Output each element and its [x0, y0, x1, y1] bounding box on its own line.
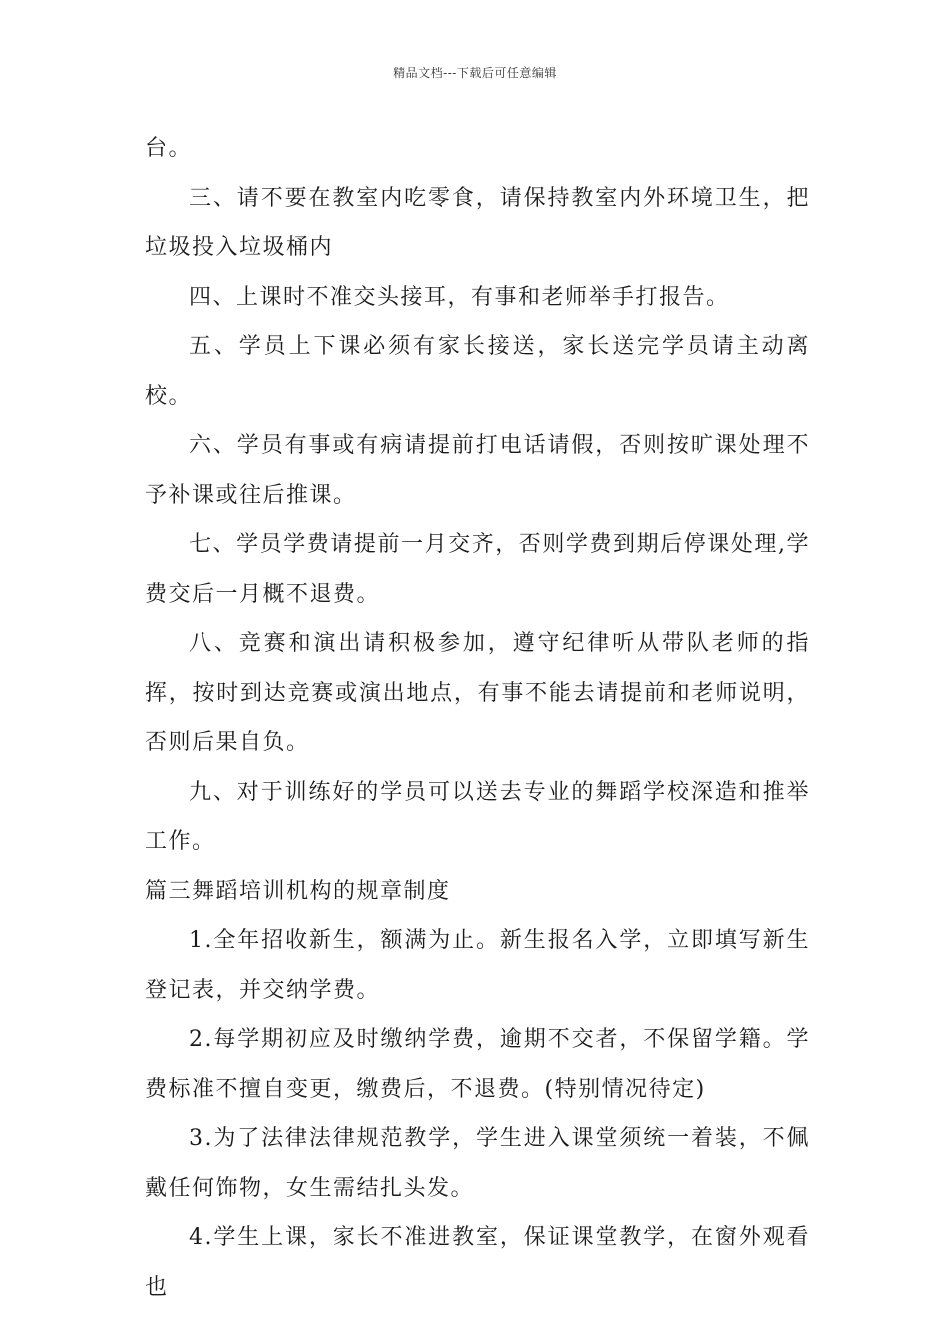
- paragraph-item-2: 2.每学期初应及时缴纳学费，逾期不交者，不保留学籍。学费标准不擅自变更，缴费后，不退费。(特别情况待定): [145, 1027, 810, 1102]
- section-heading: 篇三舞蹈培训机构的规章制度: [145, 878, 451, 904]
- paragraph-rule-8: 八、竞赛和演出请积极参加，遵守纪律听从带队老师的指挥，按时到达竞赛或演出地点，有事不能去请提前和老师说明，否则后果自负。: [145, 631, 810, 755]
- paragraph-rule-3: 三、请不要在教室内吃零食，请保持教室内外环境卫生，把垃圾投入垃圾桶内: [145, 185, 810, 260]
- paragraph-rule-6: 六、学员有事或有病请提前打电话请假，否则按旷课处理不予补课或往后推课。: [145, 433, 810, 508]
- paragraph-rule-5: 五、学员上下课必须有家长接送，家长送完学员请主动离校。: [145, 334, 810, 409]
- paragraph-rule-9: 九、对于训练好的学员可以送去专业的舞蹈学校深造和推举工作。: [145, 779, 810, 854]
- paragraph-rule-4: 四、上课时不准交头接耳，有事和老师举手打报告。: [189, 284, 730, 310]
- paragraph-item-4: 4.学生上课，家长不准进教室，保证课堂教学，在窗外观看也: [145, 1225, 810, 1300]
- paragraph-item-1: 1.全年招收新生，额满为止。新生报名入学，立即填写新生登记表，并交纳学费。: [145, 928, 810, 1003]
- paragraph-item-3: 3.为了法律法律规范教学，学生进入课堂须统一着装，不佩戴任何饰物，女生需结扎头发。: [145, 1126, 810, 1201]
- paragraph-continuation: 台。: [145, 136, 193, 161]
- document-body: [145, 124, 810, 1312]
- page-header: 精品文档---下载后可任意编辑: [393, 66, 557, 80]
- paragraph-rule-7: 七、学员学费请提前一月交齐，否则学费到期后停课处理,学费交后一月概不退费。: [145, 532, 810, 607]
